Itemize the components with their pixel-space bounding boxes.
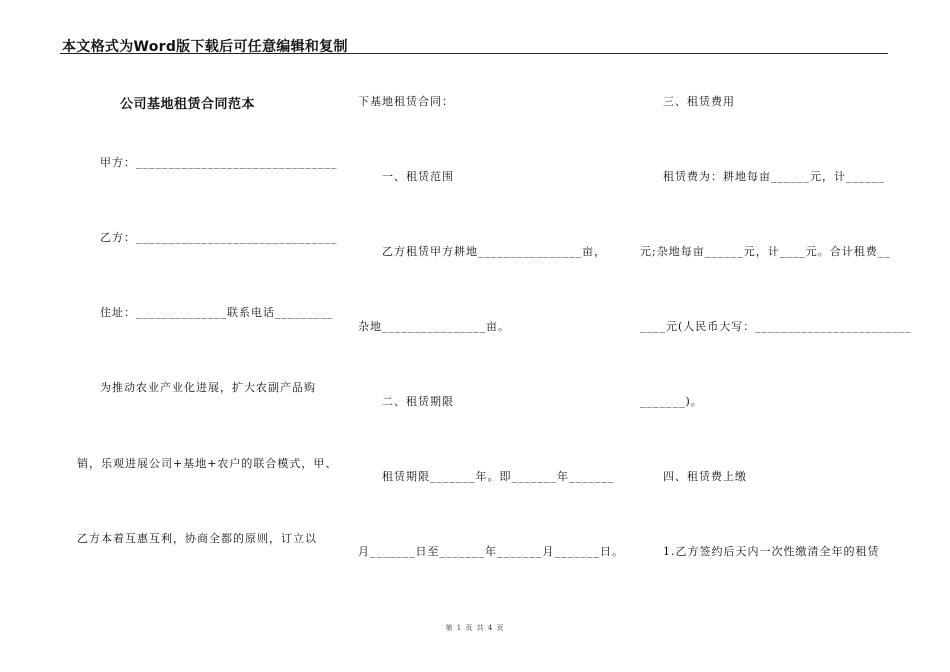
- party-b-line: 乙方：_______________________________: [100, 231, 338, 244]
- body-text-line: 月_______日至_______年_______月_______日。: [358, 545, 624, 558]
- body-text-line: ____元(人民币大写：________________________: [640, 320, 912, 333]
- body-text-line: _______)。: [640, 395, 703, 408]
- body-text-line: 为推动农业产业化进展，扩大农副产品购: [100, 381, 316, 394]
- section-heading: 二、租赁期限: [382, 395, 454, 408]
- address-line: 住址：______________联系电话_________: [100, 306, 334, 319]
- body-text-line: 1.乙方签约后天内一次性缴清全年的租赁: [663, 545, 880, 558]
- section-heading: 一、租赁范围: [382, 170, 454, 183]
- section-heading: 四、租赁费上缴: [663, 470, 747, 483]
- body-text-line: 租赁期限_______年。即_______年_______: [382, 470, 615, 483]
- document-title: 公司基地租赁合同范本: [120, 97, 256, 112]
- section-heading: 三、租赁费用: [663, 95, 735, 108]
- header-divider: [60, 53, 888, 54]
- party-a-line: 甲方：_______________________________: [100, 156, 338, 169]
- page-number: 第 1 页 共 4 页: [445, 624, 505, 632]
- body-text-line: 销，乐观进展公司+基地+农户的联合模式，甲、: [77, 457, 338, 470]
- body-text-line: 杂地________________亩。: [358, 320, 510, 333]
- body-text-line: 租赁费为：耕地每亩______元，计______: [663, 170, 885, 183]
- body-text-line: 元;杂地每亩______元，计____元。合计租费__: [640, 245, 891, 258]
- body-text-line: 乙方租赁甲方耕地________________亩，: [382, 245, 606, 258]
- body-text-line: 乙方本着互惠互利，协商全都的原则，订立以: [77, 532, 317, 545]
- document-header: 本文格式为Word版下载后可任意编辑和复制: [62, 39, 348, 55]
- body-text-line: 下基地租赁合同：: [358, 95, 454, 108]
